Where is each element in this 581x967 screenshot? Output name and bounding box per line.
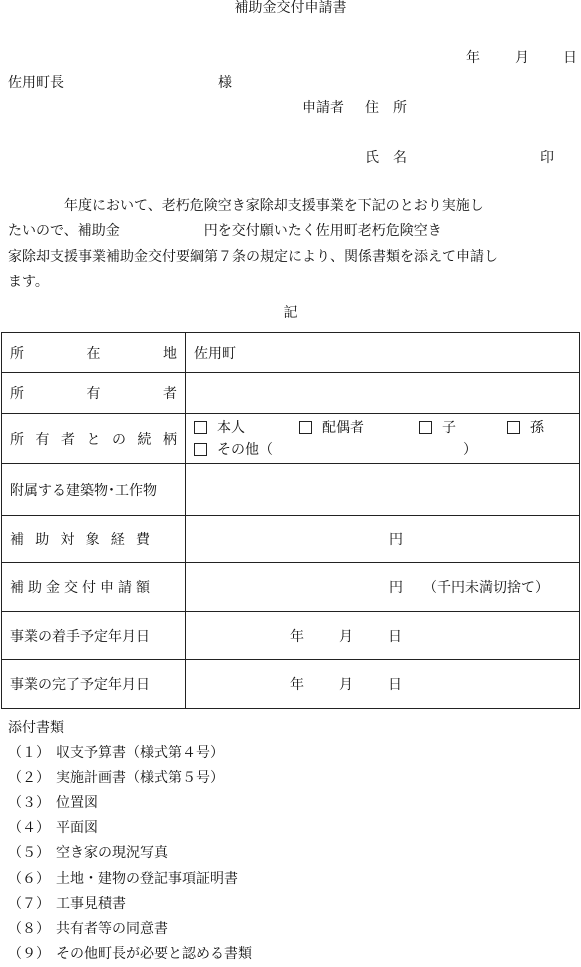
- list-item: （８） 共有者等の同意書: [8, 920, 168, 937]
- start-date-value[interactable]: [186, 612, 580, 660]
- owner-value[interactable]: [186, 373, 580, 414]
- table-row: [2, 373, 580, 414]
- month-unit: 月: [339, 677, 353, 693]
- table-row: [2, 660, 580, 709]
- body-line: たいので、補助金 円を交付願いたく佐用町老朽危険空き: [8, 223, 442, 240]
- list-item: （３） 位置図: [8, 795, 98, 812]
- relation-options: [186, 414, 580, 464]
- other-close-paren: ）: [463, 441, 477, 458]
- day-unit: 日: [388, 677, 402, 693]
- option-other[interactable]: その他（: [194, 439, 273, 461]
- list-item: （１） 収支予算書（様式第４号）: [8, 745, 224, 762]
- option-grandchild[interactable]: 孫: [507, 417, 544, 439]
- name-label: 氏 名: [365, 150, 407, 166]
- ki-heading: 記: [283, 305, 298, 321]
- cost-label: 補 助 対 象 経 費: [2, 516, 186, 563]
- month-unit: 月: [339, 628, 353, 645]
- date-day-label: 日: [563, 50, 577, 66]
- option-self[interactable]: 本人: [194, 417, 299, 439]
- option-child[interactable]: 子: [419, 417, 507, 439]
- owner-label: 所 有 者: [2, 373, 186, 414]
- address-label: 住 所: [365, 100, 407, 116]
- yen-unit: 円: [389, 580, 403, 596]
- applicant-label: 申請者: [302, 100, 344, 116]
- application-form-table: [1, 332, 580, 709]
- table-row: [2, 464, 580, 516]
- table-row: [2, 333, 580, 373]
- amount-label: 補 助 金 交 付 申 請 額: [2, 563, 186, 612]
- table-row: [2, 612, 580, 660]
- end-date-value[interactable]: [186, 660, 580, 709]
- end-date-label: 事業の完了予定年月日: [2, 660, 186, 709]
- table-row: [2, 516, 580, 563]
- checkbox-icon[interactable]: [419, 421, 432, 434]
- year-unit: 年: [290, 677, 304, 693]
- yen-unit: 円: [389, 532, 403, 548]
- body-line: ます。: [8, 273, 49, 290]
- list-item: （５） 空き家の現況写真: [8, 845, 168, 862]
- checkbox-icon[interactable]: [507, 421, 520, 434]
- list-item: （２） 実施計画書（様式第５号）: [8, 770, 224, 787]
- table-row: [2, 414, 580, 464]
- list-item: （６） 土地・建物の登記事項証明書: [8, 870, 238, 887]
- option-spouse[interactable]: 配偶者: [299, 417, 419, 439]
- location-value[interactable]: 佐用町: [186, 333, 580, 373]
- list-item: （７） 工事見積書: [8, 895, 126, 912]
- attachments-list: [8, 716, 252, 967]
- date-year-label: 年: [466, 50, 480, 66]
- amount-value[interactable]: [186, 563, 580, 612]
- body-line: 年度において、老朽危険空き家除却支援事業を下記のとおり実施し: [8, 198, 484, 214]
- date-month-label: 月: [515, 50, 529, 66]
- addressee: 佐用町長: [8, 75, 64, 91]
- cost-value[interactable]: [186, 516, 580, 563]
- annex-label: 附属する建築物･工作物: [2, 464, 186, 516]
- checkbox-icon[interactable]: [194, 421, 207, 434]
- year-unit: 年: [290, 628, 304, 645]
- document-title: 補助金交付申請書: [234, 0, 347, 16]
- relation-label: 所 有 者 と の 続 柄: [2, 414, 186, 464]
- checkbox-icon[interactable]: [194, 443, 207, 456]
- body-line: 家除却支援事業補助金交付要綱第７条の規定により、関係書類を添えて申請し: [8, 248, 498, 265]
- annex-value[interactable]: [186, 464, 580, 516]
- application-body: [8, 194, 576, 295]
- checkbox-icon[interactable]: [299, 421, 312, 434]
- table-row: [2, 563, 580, 612]
- rounding-note: （千円未満切捨て）: [423, 580, 549, 596]
- start-date-label: 事業の着手予定年月日: [2, 612, 186, 660]
- day-unit: 日: [388, 628, 402, 645]
- attachments-heading: 添付書類: [8, 720, 64, 736]
- honorific-sama: 様: [218, 75, 232, 91]
- list-item: （９） その他町長が必要と認める書類: [8, 945, 252, 962]
- seal-mark: 印: [540, 150, 554, 166]
- list-item: （４） 平面図: [8, 820, 98, 837]
- location-label: 所 在 地: [2, 333, 186, 373]
